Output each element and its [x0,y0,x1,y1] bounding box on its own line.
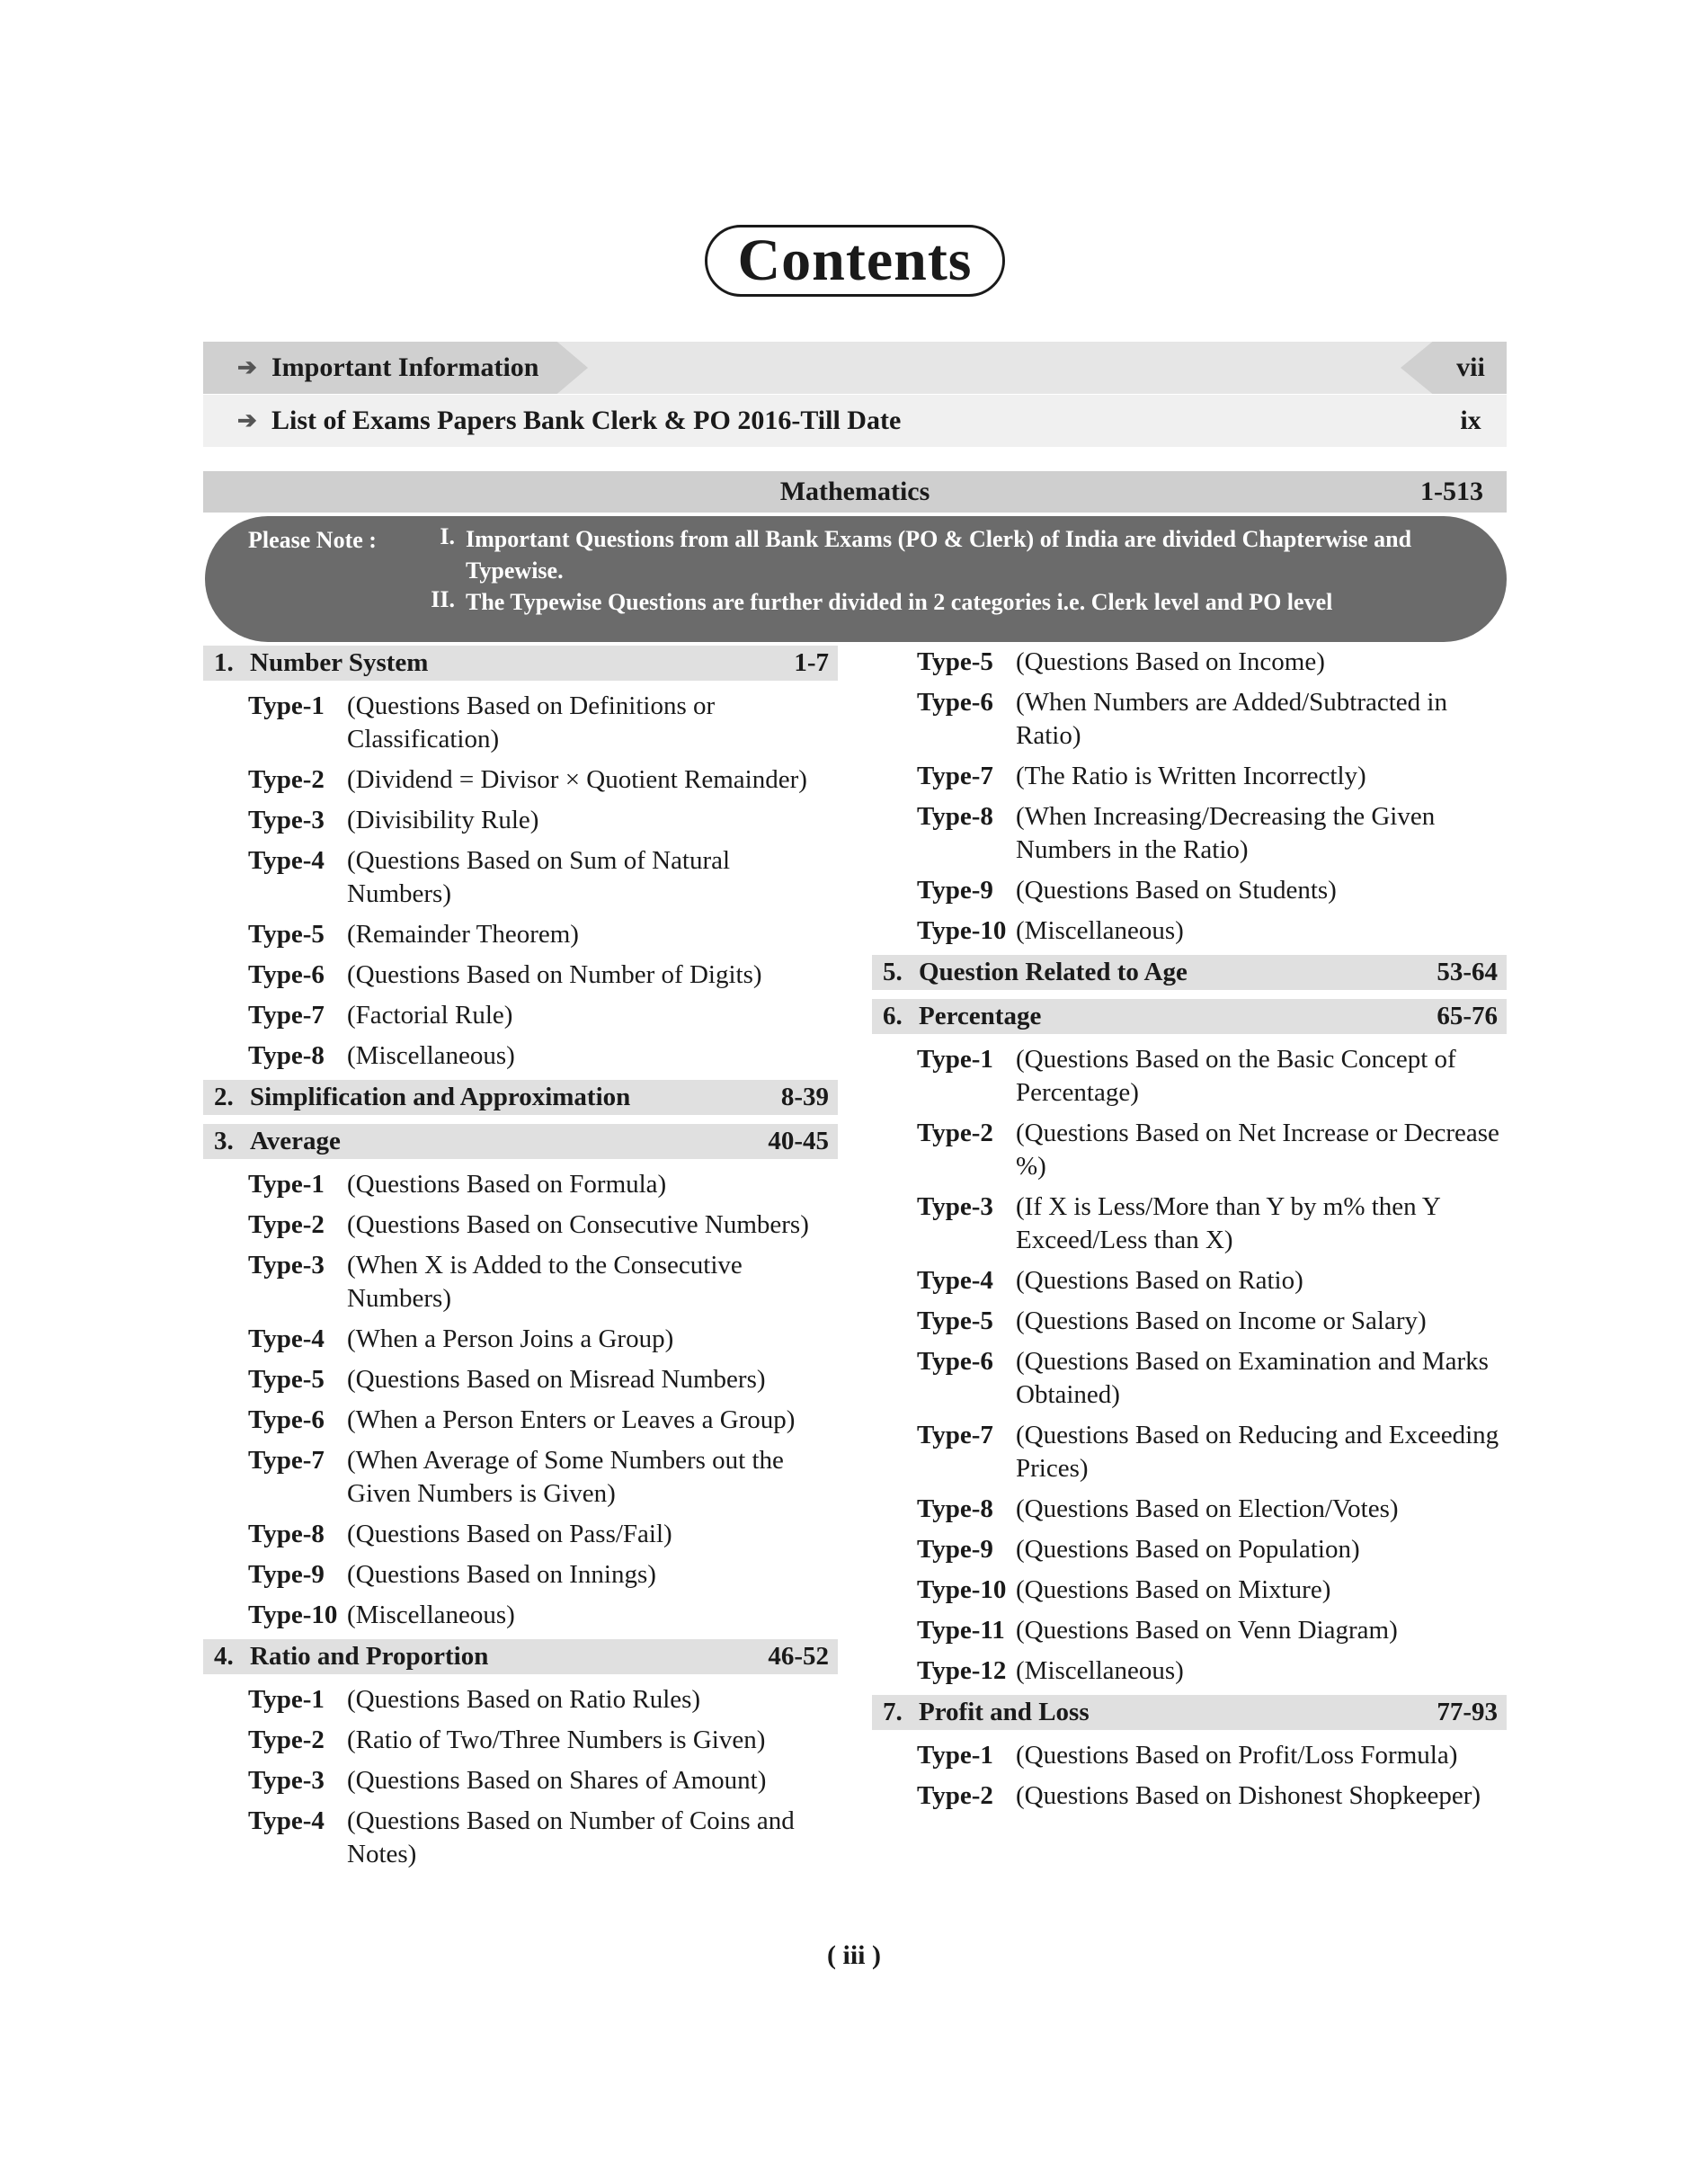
type-item[interactable] [203,1363,838,1396]
chapter-name: Question Related to Age [919,958,1188,986]
chapter-title [214,1127,341,1156]
type-item[interactable] [203,1724,838,1757]
chapter-heading[interactable] [872,1695,1507,1730]
chapter-number: 2. [214,1083,234,1111]
type-label: Type-11 [917,1616,1005,1645]
type-label: Type-1 [248,691,325,720]
type-description: (Questions Based on Election/Votes) [1016,1494,1399,1523]
chapter-pages: 40-45 [768,1127,829,1155]
type-label: Type-9 [917,1535,993,1564]
type-description: (If X is Less/More than Y by m% then Y Exceed/Less than X) [1016,1192,1440,1254]
type-description: (Miscellaneous) [1016,1656,1184,1685]
note-item-number: I. [440,523,455,549]
type-label: Type-5 [248,920,325,949]
type-label: Type-12 [917,1656,1007,1685]
chapter-pages: 1-7 [794,648,829,677]
type-item[interactable] [872,1574,1507,1607]
type-item[interactable] [872,874,1507,907]
chapter-heading[interactable] [872,999,1507,1034]
info-row-exam-papers-list[interactable] [203,395,1507,447]
note-label: Please Note : [248,527,377,553]
contents-title-box [705,225,1005,297]
type-label: Type-7 [248,1001,325,1030]
chapter-number: 1. [214,648,234,677]
type-description: (When Average of Some Numbers out the Given Numbers is Given) [347,1446,784,1508]
type-description: (Questions Based on Ratio) [1016,1266,1303,1295]
arrow-right-icon: ➔ [237,407,257,433]
type-item[interactable] [203,1039,838,1073]
type-description: (Questions Based on Income or Salary) [1016,1306,1427,1335]
type-description: (Miscellaneous) [1016,916,1184,945]
subject-title: Mathematics [779,477,930,506]
type-item[interactable] [872,800,1507,867]
note-item-number: II. [431,586,455,612]
chapter-pages: 46-52 [768,1642,829,1671]
type-item[interactable] [872,1419,1507,1485]
type-item[interactable] [203,1518,838,1551]
chapter-heading[interactable] [203,1080,838,1115]
type-item[interactable] [872,686,1507,753]
chapter-name: Simplification and Approximation [250,1083,631,1111]
chapter-heading[interactable] [203,1124,838,1159]
chapter-name: Ratio and Proportion [250,1642,489,1671]
type-item[interactable] [203,1599,838,1632]
type-label: Type-10 [248,1601,338,1629]
chapter-title [883,1002,1041,1031]
type-description: (When a Person Joins a Group) [347,1324,674,1353]
type-item[interactable] [872,1533,1507,1566]
type-description: (Questions Based on Number of Digits) [347,960,762,989]
type-label: Type-3 [248,806,325,834]
type-description: (Questions Based on Pass/Fail) [347,1520,672,1548]
type-description: (Questions Based on Income) [1016,647,1325,676]
type-label: Type-7 [917,1421,993,1449]
type-item[interactable] [203,1558,838,1592]
chapter-pages: 65-76 [1437,1002,1498,1030]
type-item[interactable] [203,1404,838,1437]
type-description: (Questions Based on Formula) [347,1170,667,1199]
chapter-pages: 53-64 [1437,958,1498,986]
type-item[interactable] [203,1444,838,1511]
type-item[interactable] [203,690,838,756]
type-description: (Questions Based on Net Increase or Decrease %) [1016,1119,1499,1181]
type-item[interactable] [872,1264,1507,1297]
type-label: Type-1 [248,1685,325,1714]
type-label: Type-6 [917,1347,993,1376]
type-label: Type-5 [248,1365,325,1394]
type-description: (When Increasing/Decreasing the Given Numbers in the Ratio) [1016,802,1436,864]
type-label: Type-5 [917,647,993,676]
type-label: Type-7 [917,762,993,790]
type-item[interactable] [872,1305,1507,1338]
type-description: (Questions Based on Reducing and Exceeding Prices) [1016,1421,1499,1483]
type-description: (Questions Based on Profit/Loss Formula) [1016,1741,1458,1770]
note-item-text: The Typewise Questions are further divided in 2 categories i.e. Clerk level and PO level [466,589,1333,615]
type-label: Type-1 [917,1741,993,1770]
chapter-title [883,1698,1090,1727]
type-item[interactable] [203,1208,838,1242]
type-description: (Dividend = Divisor × Quotient Remainder) [347,765,807,794]
chapter-name: Percentage [919,1002,1042,1030]
type-label: Type-2 [917,1781,993,1810]
type-description: (Miscellaneous) [347,1041,515,1070]
type-description: (Questions Based on Dishonest Shopkeeper) [1016,1781,1481,1810]
info-row-important-information[interactable] [203,342,1507,394]
type-item[interactable] [203,1805,838,1871]
chapter-name: Average [250,1127,341,1155]
type-item[interactable] [203,1323,838,1356]
chapter-pages: 77-93 [1437,1698,1498,1726]
type-label: Type-2 [248,1726,325,1754]
type-description: (Questions Based on Definitions or Classification) [347,691,716,754]
type-label: Type-3 [248,1251,325,1280]
type-description: (Questions Based on Students) [1016,876,1337,905]
type-description: (Ratio of Two/Three Numbers is Given) [347,1726,766,1754]
type-item[interactable] [203,844,838,911]
type-description: (When a Person Enters or Leaves a Group) [347,1405,796,1434]
type-item[interactable] [872,1614,1507,1647]
type-description: (When X is Added to the Consecutive Numbers) [347,1251,743,1313]
note-item [414,586,1474,618]
type-item[interactable] [872,760,1507,793]
type-label: Type-8 [917,802,993,831]
chapter-title [214,1642,488,1672]
type-item[interactable] [872,1117,1507,1183]
type-item[interactable] [872,1345,1507,1412]
type-label: Type-2 [248,765,325,794]
chapter-pages: 8-39 [780,1083,829,1111]
chapter-name: Number System [250,648,429,677]
type-label: Type-1 [248,1170,325,1199]
type-description: (Questions Based on Shares of Amount) [347,1766,767,1795]
info-page: ix [1460,406,1481,435]
type-description: (Questions Based on Innings) [347,1560,656,1589]
type-label: Type-2 [917,1119,993,1147]
type-label: Type-8 [917,1494,993,1523]
type-description: (Miscellaneous) [347,1601,515,1629]
type-item[interactable] [203,1683,838,1717]
type-label: Type-6 [248,1405,325,1434]
type-item[interactable] [872,1043,1507,1110]
type-label: Type-1 [917,1045,993,1074]
page-number: ( iii ) [827,1940,881,1970]
toc-column-left [203,646,838,1878]
type-description: (Remainder Theorem) [347,920,579,949]
please-note-box [205,516,1507,642]
chapter-number: 3. [214,1127,234,1155]
toc-column-right [872,646,1507,1820]
info-label: Important Information [271,352,539,382]
chapter-name: Profit and Loss [919,1698,1090,1726]
type-description: (Divisibility Rule) [347,806,539,834]
type-description: (Questions Based on Number of Coins and Notes) [347,1806,795,1868]
type-label: Type-8 [248,1520,325,1548]
type-label: Type-9 [917,876,993,905]
chapter-number: 5. [883,958,903,986]
type-item[interactable] [203,1764,838,1797]
type-item[interactable] [872,1493,1507,1526]
type-item[interactable] [203,999,838,1032]
type-label: Type-3 [248,1766,325,1795]
type-description: (Factorial Rule) [347,1001,513,1030]
type-item[interactable] [872,1654,1507,1688]
page-title: Contents [737,227,973,293]
type-description: (Questions Based on Mixture) [1016,1575,1331,1604]
type-item[interactable] [203,959,838,992]
subject-pages: 1-513 [1420,477,1483,506]
type-label: Type-9 [248,1560,325,1589]
type-label: Type-2 [248,1210,325,1239]
chapter-number: 4. [214,1642,234,1671]
type-label: Type-8 [248,1041,325,1070]
type-item[interactable] [203,1168,838,1201]
type-description: (Questions Based on Sum of Natural Numbers) [347,846,731,908]
type-item[interactable] [872,1779,1507,1813]
chapter-title [883,958,1188,987]
type-description: (Questions Based on Examination and Marks Obtained) [1016,1347,1489,1409]
type-item[interactable] [203,763,838,797]
type-description: (Questions Based on Consecutive Numbers) [347,1210,809,1239]
type-description: (Questions Based on Misread Numbers) [347,1365,766,1394]
subject-header-mathematics[interactable] [203,471,1507,513]
chapter-title [214,1083,630,1112]
chapter-number: 7. [883,1698,903,1726]
type-label: Type-4 [248,1806,325,1835]
chapter-number: 6. [883,1002,903,1030]
chapter-heading[interactable] [872,955,1507,990]
type-description: (The Ratio is Written Incorrectly) [1016,762,1366,790]
type-label: Type-6 [248,960,325,989]
type-item[interactable] [203,918,838,951]
type-item[interactable] [872,1739,1507,1772]
note-item [414,523,1474,586]
type-item[interactable] [203,1249,838,1315]
type-description: (When Numbers are Added/Subtracted in Ratio) [1016,688,1447,750]
type-label: Type-4 [248,846,325,875]
type-item[interactable] [872,1190,1507,1257]
chapter-heading[interactable] [203,1639,838,1674]
type-label: Type-7 [248,1446,325,1475]
type-description: (Questions Based on Population) [1016,1535,1360,1564]
type-label: Type-3 [917,1192,993,1221]
info-label: List of Exams Papers Bank Clerk & PO 2016-Till Date [271,406,902,435]
note-item-text: Important Questions from all Bank Exams (PO & Clerk) of India are divided Chapterwise and Typewise. [466,526,1412,584]
type-label: Type-6 [917,688,993,717]
type-description: (Questions Based on the Basic Concept of Percentage) [1016,1045,1456,1107]
info-page: vii [1456,352,1485,382]
type-item[interactable] [872,646,1507,679]
type-label: Type-4 [248,1324,325,1353]
type-item[interactable] [872,914,1507,948]
type-label: Type-5 [917,1306,993,1335]
type-label: Type-10 [917,1575,1007,1604]
chapter-title [214,648,428,678]
type-label: Type-4 [917,1266,993,1295]
arrow-right-icon: ➔ [237,354,257,380]
chapter-heading[interactable] [203,646,838,681]
type-description: (Questions Based on Venn Diagram) [1016,1616,1398,1645]
type-label: Type-10 [917,916,1007,945]
type-item[interactable] [203,804,838,837]
type-description: (Questions Based on Ratio Rules) [347,1685,701,1714]
